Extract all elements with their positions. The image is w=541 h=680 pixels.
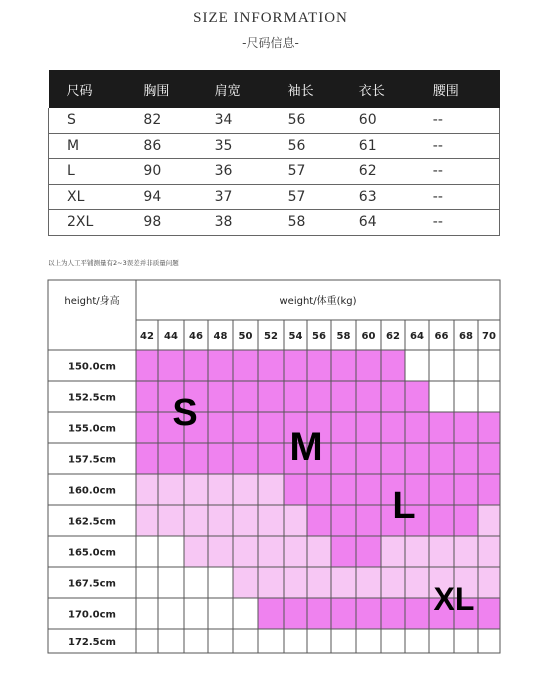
grid-cell — [405, 598, 429, 629]
table-cell: M — [49, 133, 144, 159]
grid-cell — [331, 567, 356, 598]
grid-cell — [208, 536, 233, 567]
grid-cell — [258, 443, 284, 474]
table-cell: L — [49, 159, 144, 185]
table-cell: 37 — [215, 184, 288, 210]
grid-cell — [429, 474, 454, 505]
grid-cell — [284, 598, 307, 629]
header-cell: 腰围 — [432, 83, 459, 99]
grid-cell — [429, 536, 454, 567]
grid-cell — [184, 474, 208, 505]
grid-cell — [405, 350, 429, 381]
grid-cell — [454, 381, 478, 412]
grid-cell — [258, 412, 284, 443]
grid-cell — [258, 629, 284, 653]
grid-cell — [454, 412, 478, 443]
height-tick-label: 165.0cm — [68, 547, 116, 559]
grid-cell — [331, 350, 356, 381]
grid-cell — [208, 381, 233, 412]
grid-cell — [136, 381, 158, 412]
grid-cell — [233, 412, 258, 443]
grid-cell — [233, 629, 258, 653]
grid-cell — [136, 567, 158, 598]
table-cell: 56 — [288, 108, 359, 133]
grid-cell — [258, 567, 284, 598]
grid-cell — [405, 381, 429, 412]
grid-cell — [429, 505, 454, 536]
grid-cell — [284, 474, 307, 505]
grid-cell — [478, 412, 500, 443]
grid-cell — [136, 412, 158, 443]
grid-cell — [184, 350, 208, 381]
grid-cell — [478, 505, 500, 536]
weight-tick-label: 46 — [189, 331, 203, 342]
grid-cell — [136, 443, 158, 474]
page-subtitle: -尺码信息- — [242, 36, 299, 50]
grid-cell — [331, 381, 356, 412]
grid-cell — [356, 598, 381, 629]
table-cell: 90 — [143, 159, 214, 185]
header-cell: 袖长 — [287, 83, 314, 99]
weight-tick-label: 52 — [264, 331, 278, 342]
table-cell: 38 — [215, 210, 288, 236]
grid-cell — [381, 598, 405, 629]
table-cell: 62 — [359, 159, 433, 185]
grid-cell — [208, 629, 233, 653]
grid-cell — [478, 381, 500, 412]
grid-cell — [208, 505, 233, 536]
height-tick-label: 160.0cm — [68, 485, 116, 497]
grid-cell — [208, 412, 233, 443]
grid-cell — [284, 505, 307, 536]
grid-cell — [454, 350, 478, 381]
grid-cell — [258, 474, 284, 505]
grid-cell — [478, 567, 500, 598]
grid-cell — [136, 350, 158, 381]
grid-cell — [405, 629, 429, 653]
grid-cell — [478, 598, 500, 629]
grid-cell — [258, 598, 284, 629]
height-tick-label: 155.0cm — [68, 423, 116, 435]
weight-tick-label: 66 — [434, 331, 449, 342]
grid-cell — [405, 567, 429, 598]
grid-cell — [158, 443, 184, 474]
weight-tick-label: 44 — [164, 331, 178, 342]
grid-cell — [184, 505, 208, 536]
grid-cell — [429, 629, 454, 653]
grid-cell — [184, 567, 208, 598]
grid-cell — [184, 536, 208, 567]
table-cell: 56 — [288, 133, 359, 159]
table-cell: 57 — [288, 159, 359, 185]
height-tick-label: 157.5cm — [68, 454, 116, 466]
table-cell: 60 — [359, 108, 433, 133]
table-cell: 98 — [143, 210, 214, 236]
weight-tick-label: 60 — [361, 331, 376, 342]
size-region-label: XL — [433, 581, 475, 617]
grid-cell — [208, 567, 233, 598]
page-title: SIZE INFORMATION — [193, 10, 348, 26]
weight-tick-label: 68 — [459, 331, 473, 342]
grid-cell — [381, 567, 405, 598]
grid-cell — [284, 629, 307, 653]
grid-cell — [158, 536, 184, 567]
table-cell: 64 — [359, 210, 433, 236]
table-cell: 57 — [288, 184, 359, 210]
height-tick-label: 152.5cm — [68, 392, 116, 404]
height-axis-label: height/身高 — [64, 296, 120, 307]
header-cell: 尺码 — [66, 83, 93, 99]
weight-tick-label: 56 — [312, 331, 326, 342]
size-region-label: L — [392, 485, 416, 527]
weight-tick-label: 58 — [336, 331, 351, 342]
grid-cell — [158, 505, 184, 536]
table-cell: 63 — [359, 184, 433, 210]
table-cell: 86 — [143, 133, 214, 159]
table-cell: 2XL — [49, 210, 144, 236]
grid-cell — [331, 536, 356, 567]
grid-cell — [429, 443, 454, 474]
measurement-note: 以上为人工平铺测量有2~3误差并非质量问题 — [48, 259, 179, 267]
grid-cell — [136, 474, 158, 505]
grid-cell — [331, 474, 356, 505]
grid-cell — [184, 629, 208, 653]
table-cell: 94 — [143, 184, 214, 210]
table-cell: -- — [433, 210, 500, 236]
height-tick-label: 162.5cm — [68, 516, 116, 528]
grid-cell — [233, 474, 258, 505]
grid-cell — [331, 629, 356, 653]
grid-cell — [454, 536, 478, 567]
table-cell: 35 — [215, 133, 288, 159]
grid-cell — [233, 536, 258, 567]
grid-cell — [307, 598, 331, 629]
weight-tick-label: 70 — [482, 331, 496, 342]
grid-cell — [478, 629, 500, 653]
grid-cell — [429, 381, 454, 412]
table-cell: 34 — [215, 108, 288, 133]
grid-cell — [208, 474, 233, 505]
grid-cell — [356, 350, 381, 381]
weight-tick-label: 54 — [288, 331, 303, 342]
weight-tick-label: 64 — [410, 331, 424, 342]
grid-cell — [454, 443, 478, 474]
grid-cell — [405, 536, 429, 567]
grid-cell — [356, 412, 381, 443]
grid-cell — [429, 412, 454, 443]
header-cell: 衣长 — [358, 83, 385, 99]
weight-tick-label: 42 — [140, 331, 154, 342]
grid-cell — [136, 536, 158, 567]
header-cell: 肩宽 — [214, 83, 241, 99]
weight-tick-label: 48 — [213, 331, 228, 342]
height-tick-label: 170.0cm — [68, 609, 116, 621]
grid-cell — [478, 536, 500, 567]
grid-cell — [454, 629, 478, 653]
grid-cell — [284, 381, 307, 412]
grid-cell — [158, 474, 184, 505]
grid-cell — [258, 536, 284, 567]
grid-cell — [454, 505, 478, 536]
grid-cell — [381, 412, 405, 443]
grid-cell — [284, 567, 307, 598]
table-cell: -- — [433, 133, 500, 159]
grid-cell — [136, 598, 158, 629]
weight-tick-label: 50 — [238, 331, 253, 342]
grid-cell — [158, 350, 184, 381]
grid-cell — [307, 567, 331, 598]
grid-cell — [284, 350, 307, 381]
grid-cell — [233, 443, 258, 474]
weight-axis-label: weight/体重(kg) — [279, 296, 357, 307]
grid-cell — [381, 443, 405, 474]
grid-cell — [381, 629, 405, 653]
grid-cell — [233, 598, 258, 629]
grid-cell — [454, 474, 478, 505]
grid-cell — [258, 350, 284, 381]
grid-cell — [158, 598, 184, 629]
grid-cell — [184, 443, 208, 474]
grid-cell — [208, 598, 233, 629]
table-cell: 36 — [215, 159, 288, 185]
grid-cell — [258, 505, 284, 536]
table-cell: 58 — [288, 210, 359, 236]
grid-cell — [307, 629, 331, 653]
header-cell: 胸围 — [143, 83, 170, 99]
grid-cell — [307, 505, 331, 536]
grid-cell — [158, 567, 184, 598]
grid-cell — [381, 350, 405, 381]
table-cell: S — [49, 108, 144, 133]
grid-cell — [331, 412, 356, 443]
grid-cell — [233, 567, 258, 598]
grid-cell — [381, 381, 405, 412]
grid-cell — [136, 629, 158, 653]
grid-cell — [233, 350, 258, 381]
grid-cell — [233, 505, 258, 536]
grid-cell — [258, 381, 284, 412]
table-cell: -- — [433, 159, 500, 185]
grid-cell — [405, 443, 429, 474]
grid-cell — [284, 536, 307, 567]
size-region-label: M — [289, 425, 323, 469]
grid-cell — [356, 505, 381, 536]
height-tick-label: 172.5cm — [68, 637, 116, 648]
grid-cell — [356, 474, 381, 505]
grid-cell — [356, 629, 381, 653]
grid-cell — [208, 443, 233, 474]
grid-cell — [405, 412, 429, 443]
grid-cell — [356, 536, 381, 567]
grid-cell — [429, 350, 454, 381]
grid-cell — [478, 474, 500, 505]
grid-cell — [208, 350, 233, 381]
grid-cell — [331, 505, 356, 536]
table-cell: XL — [49, 184, 144, 210]
table-cell: 82 — [143, 108, 214, 133]
size-region-label: S — [172, 392, 198, 434]
table-cell: 61 — [359, 133, 433, 159]
grid-cell — [136, 505, 158, 536]
grid-cell — [478, 350, 500, 381]
grid-cell — [307, 474, 331, 505]
height-tick-label: 167.5cm — [68, 578, 116, 590]
grid-cell — [184, 598, 208, 629]
grid-cell — [478, 443, 500, 474]
table-cell: -- — [433, 108, 500, 133]
height-tick-label: 150.0cm — [68, 361, 116, 373]
grid-cell — [307, 536, 331, 567]
grid-cell — [158, 629, 184, 653]
grid-cell — [233, 381, 258, 412]
grid-cell — [356, 567, 381, 598]
table-cell: -- — [433, 184, 500, 210]
grid-cell — [331, 443, 356, 474]
grid-cell — [331, 598, 356, 629]
weight-tick-label: 62 — [386, 331, 400, 342]
grid-cell — [307, 350, 331, 381]
grid-cell — [356, 443, 381, 474]
grid-cell — [381, 536, 405, 567]
grid-cell — [307, 381, 331, 412]
grid-cell — [356, 381, 381, 412]
